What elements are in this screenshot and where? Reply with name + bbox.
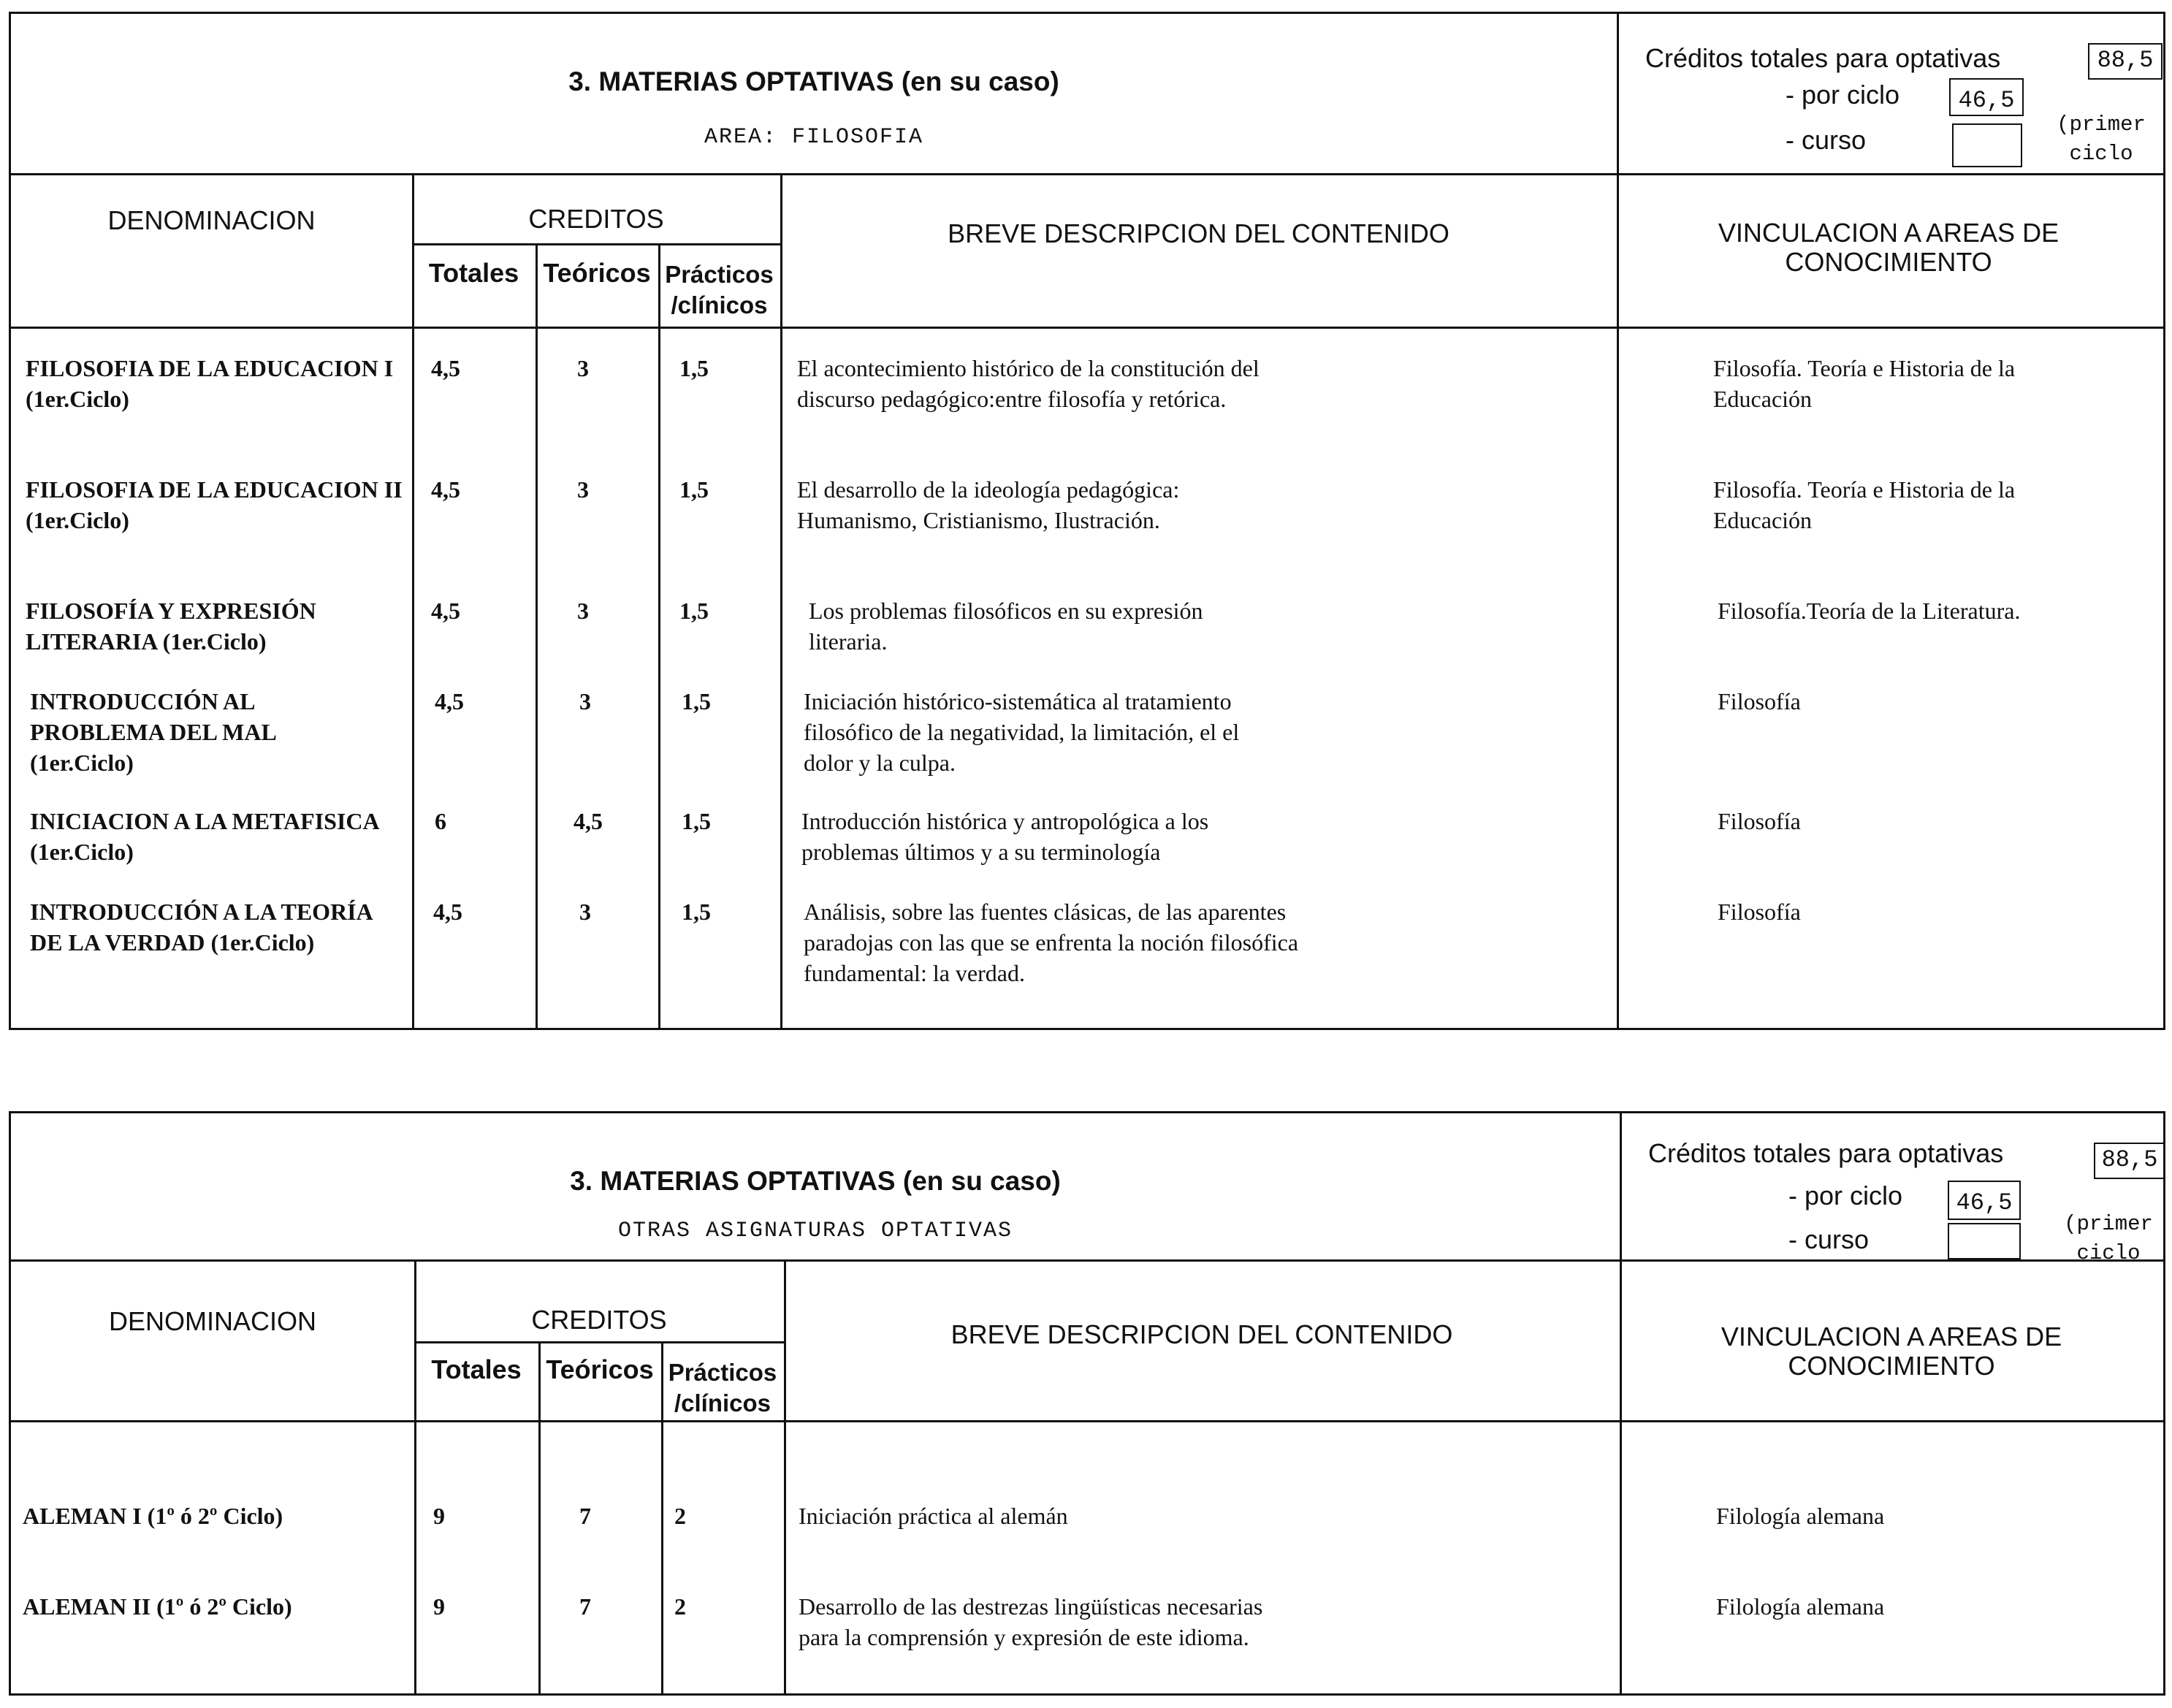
row-totales: 4,5 bbox=[433, 899, 462, 925]
row-teoricos: 3 bbox=[577, 355, 589, 381]
form-title-block bbox=[11, 1113, 1620, 1259]
row-totales: 4,5 bbox=[435, 688, 464, 714]
header-practicos: Prácticos /clínicos bbox=[665, 261, 774, 319]
header-teoricos: Teóricos bbox=[546, 1354, 654, 1384]
row-practicos: 1,5 bbox=[682, 808, 711, 834]
por-ciclo-label: - por ciclo bbox=[1788, 1181, 1903, 1211]
header-divider bbox=[11, 327, 2163, 329]
por-ciclo-label: - por ciclo bbox=[1786, 80, 1900, 110]
row-vinculacion: Filosofía. Teoría e Historia de la Educación bbox=[1713, 355, 2016, 412]
curso-box bbox=[1948, 1223, 2021, 1259]
por-ciclo-box: 46,5 bbox=[1949, 78, 2024, 116]
creditos-subdivider bbox=[412, 243, 780, 245]
creditos-subdivider bbox=[414, 1341, 784, 1343]
row-descripcion: Iniciación histórico-sistemática al tratamiento filosófico de la negatividad, la limitación, el el dolor y la culpa. bbox=[804, 688, 1240, 776]
row-teoricos: 3 bbox=[577, 598, 589, 624]
ciclo-note: (primer ciclo bbox=[2057, 113, 2146, 166]
row-practicos: 2 bbox=[674, 1593, 686, 1620]
header-totales: Totales bbox=[431, 1354, 522, 1384]
row-teoricos: 3 bbox=[579, 688, 591, 714]
row-descripcion: El desarrollo de la ideología pedagógica: Humanismo, Cristianismo, Ilustración. bbox=[797, 476, 1180, 533]
row-descripcion: El acontecimiento histórico de la constitución del discurso pedagógico:entre filosofía y retórica. bbox=[797, 355, 1260, 412]
header-creditos: CREDITOS bbox=[531, 1305, 667, 1335]
row-denominacion: FILOSOFIA DE LA EDUCACION II (1er.Ciclo) bbox=[26, 476, 403, 533]
curso-label: - curso bbox=[1786, 125, 1867, 155]
creditos-totales-box: 88,5 bbox=[2094, 1143, 2165, 1179]
col-divider bbox=[412, 173, 414, 1028]
row-teoricos: 7 bbox=[579, 1593, 591, 1620]
row-vinculacion: Filología alemana bbox=[1716, 1503, 1885, 1529]
row-vinculacion: Filosofía bbox=[1718, 899, 1801, 925]
row-denominacion: INTRODUCCIÓN A LA TEORÍA DE LA VERDAD (1er.Ciclo) bbox=[30, 899, 372, 956]
form-title-block bbox=[11, 14, 1617, 173]
form-title: 3. MATERIAS OPTATIVAS (en su caso) bbox=[570, 1166, 1061, 1196]
row-vinculacion: Filosofía bbox=[1718, 688, 1801, 714]
row-practicos: 1,5 bbox=[682, 899, 711, 925]
col-divider bbox=[1617, 173, 1619, 1028]
row-descripcion: Desarrollo de las destrezas lingüísticas necesarias para la comprensión y expresión de este idioma. bbox=[799, 1593, 1263, 1650]
row-vinculacion: Filosofía. Teoría e Historia de la Educación bbox=[1713, 476, 2016, 533]
header-descripcion: BREVE DESCRIPCION DEL CONTENIDO bbox=[948, 218, 1449, 248]
form-header bbox=[11, 14, 2163, 175]
form-header bbox=[11, 1113, 2163, 1265]
row-denominacion: INICIACION A LA METAFISICA (1er.Ciclo) bbox=[30, 808, 378, 865]
row-totales: 9 bbox=[433, 1503, 445, 1529]
row-denominacion: ALEMAN II (1º ó 2º Ciclo) bbox=[23, 1593, 292, 1620]
row-descripcion: Iniciación práctica al alemán bbox=[799, 1503, 1068, 1529]
row-denominacion: FILOSOFIA DE LA EDUCACION I (1er.Ciclo) bbox=[26, 355, 394, 412]
row-practicos: 1,5 bbox=[679, 476, 709, 503]
row-denominacion: INTRODUCCIÓN AL PROBLEMA DEL MAL (1er.Ciclo) bbox=[30, 688, 276, 776]
creditos-totales-label: Créditos totales para optativas bbox=[1645, 43, 2001, 73]
row-denominacion: FILOSOFÍA Y EXPRESIÓN LITERARIA (1er.Ciclo) bbox=[26, 598, 316, 655]
row-vinculacion: Filosofía.Teoría de la Literatura. bbox=[1718, 598, 2021, 624]
row-teoricos: 7 bbox=[579, 1503, 591, 1529]
row-practicos: 1,5 bbox=[682, 688, 711, 714]
row-teoricos: 3 bbox=[579, 899, 591, 925]
header-totales: Totales bbox=[428, 258, 519, 288]
credits-summary bbox=[1617, 14, 2163, 173]
row-totales: 4,5 bbox=[431, 476, 460, 503]
row-descripcion: Los problemas filosóficos en su expresión literaria. bbox=[809, 598, 1203, 655]
header-descripcion: BREVE DESCRIPCION DEL CONTENIDO bbox=[950, 1319, 1453, 1349]
col-divider bbox=[538, 1341, 541, 1693]
row-totales: 4,5 bbox=[431, 355, 460, 381]
row-totales: 9 bbox=[433, 1593, 445, 1620]
header-vinculacion: VINCULACION A AREAS DE CONOCIMIENTO bbox=[1721, 1322, 2062, 1381]
col-divider bbox=[780, 173, 782, 1028]
credits-summary bbox=[1620, 1113, 2163, 1265]
curso-box bbox=[1952, 123, 2022, 167]
row-teoricos: 3 bbox=[577, 476, 589, 503]
col-divider bbox=[1620, 1259, 1622, 1693]
curso-label: - curso bbox=[1788, 1224, 1870, 1254]
creditos-totales-box: 88,5 bbox=[2088, 43, 2163, 80]
header-creditos: CREDITOS bbox=[528, 204, 664, 234]
row-vinculacion: Filosofía bbox=[1718, 808, 1801, 834]
area-label: OTRAS ASIGNATURAS OPTATIVAS bbox=[617, 1219, 1013, 1243]
header-teoricos: Teóricos bbox=[543, 258, 651, 288]
area-label: AREA: FILOSOFIA bbox=[704, 125, 924, 150]
optativas-form-filosofia bbox=[9, 12, 2165, 1030]
row-totales: 4,5 bbox=[431, 598, 460, 624]
row-vinculacion: Filología alemana bbox=[1716, 1593, 1885, 1620]
row-denominacion: ALEMAN I (1º ó 2º Ciclo) bbox=[23, 1503, 283, 1529]
row-teoricos: 4,5 bbox=[574, 808, 603, 834]
row-totales: 6 bbox=[435, 808, 446, 834]
header-denominacion: DENOMINACION bbox=[108, 1306, 316, 1336]
row-descripcion: Análisis, sobre las fuentes clásicas, de las aparentes paradojas con las que se enfrenta la noción filosófica fundamental: la verdad. bbox=[804, 899, 1299, 986]
ciclo-note: (primer ciclo bbox=[2064, 1212, 2153, 1265]
por-ciclo-box: 46,5 bbox=[1948, 1181, 2021, 1220]
optativas-form-otras bbox=[9, 1111, 2165, 1696]
row-descripcion: Introducción histórica y antropológica a los problemas últimos y a su terminología bbox=[801, 808, 1209, 865]
row-practicos: 1,5 bbox=[679, 355, 709, 381]
header-denominacion: DENOMINACION bbox=[107, 205, 316, 235]
header-practicos: Prácticos /clínicos bbox=[668, 1359, 777, 1417]
creditos-totales-label: Créditos totales para optativas bbox=[1648, 1138, 2004, 1168]
header-divider bbox=[11, 1420, 2163, 1422]
header-vinculacion: VINCULACION A AREAS DE CONOCIMIENTO bbox=[1718, 218, 2059, 277]
col-divider bbox=[536, 243, 538, 1028]
row-practicos: 2 bbox=[674, 1503, 686, 1529]
form-title: 3. MATERIAS OPTATIVAS (en su caso) bbox=[568, 66, 1059, 96]
row-practicos: 1,5 bbox=[679, 598, 709, 624]
